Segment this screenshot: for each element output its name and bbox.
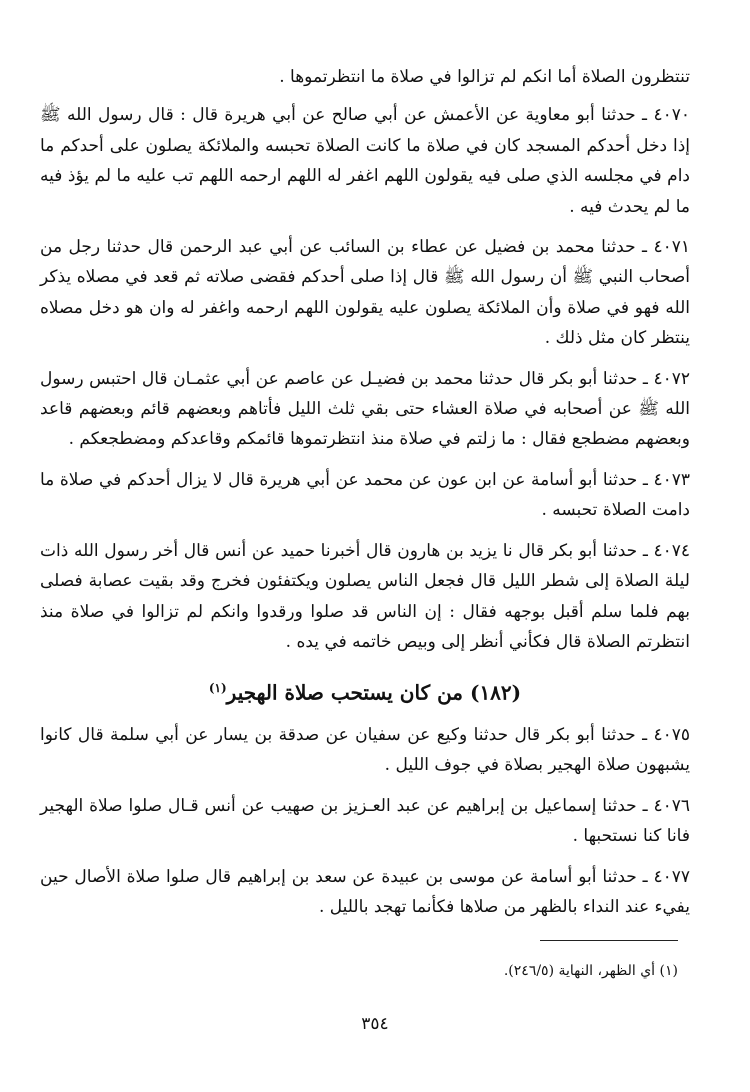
- page-body: [40, 62, 690, 932]
- text-paragraph: تنتظرون الصلاة أما انكم لم تزالوا في صلاة ما انتظرتموها .: [279, 67, 690, 87]
- footnote-marker: (١): [208, 681, 227, 696]
- hadith-4072: ٤٠٧٢ ـ حدثنا أبو بكر قال حدثنا محمد بن فضيـل عن عاصم عن أبي عثمـان قال احتبس رسول الله ﷺ عن أصحابه في صلاة العشاء حتى بقي ثلث الليل فأتاهم وبعضهم قائم وبعضهم قاعد وبعضهم مضطجع فقال : ما زلتم في صلاة منذ انتظرتموها قائمكم وقاعدكم ومضطجعكم .: [40, 368, 690, 450]
- page-number: ٣٥٤: [361, 1014, 389, 1034]
- chapter-title: (١٨٢) من كان يستحب صلاة الهجير: [226, 680, 522, 705]
- hadith-4071: ٤٠٧١ ـ حدثنا محمد بن فضيل عن عطاء بن السائب عن أبي عبد الرحمن قال حدثنا رجل من أصحاب النبي ﷺ أن رسول الله ﷺ قال إذا صلى أحدكم فقضى صلاته ثم قعد في مصلاه يذكر الله فهو في صلاة وأن الملائكة يصلون عليه يقولون اللهم ارحمه واغفر له وان هو دخل مصلاه ينتظر كان مثل ذلك .: [40, 237, 690, 349]
- footnote: (١) أي الظهر، النهاية (٢٤٦/٥).: [503, 963, 678, 979]
- chapter-heading: [40, 671, 690, 710]
- hadith-4070: ٤٠٧٠ ـ حدثنا أبو معاوية عن الأعمش عن أبي صالح عن أبي هريرة قال : قال رسول الله ﷺ إذا دخل أحدكم المسجد كان في صلاة ما كانت الصلاة تحبسه والملائكة يصلون على أحدكم ما دام في مجلسه الذي صلى فيه يقولون اللهم اغفر له اللهم ارحمه اللهم تب عليه ما لم يؤذ فيه ما لم يحدث فيه .: [40, 105, 690, 217]
- hadith-4074: ٤٠٧٤ ـ حدثنا أبو بكر قال نا يزيد بن هارون قال أخبرنا حميد عن أنس قال أخر رسول الله ذات ليلة الصلاة إلى شطر الليل قال فجعل الناس يصلون ويكتفئون فخرج وقد بقيت عصابة فصلى بهم فلما سلم أقبل بوجهه فقال : إن الناس قد صلوا ورقدوا وانكم لم تزالوا في صلاة منذ انتظرتم الصلاة قال فكأني أنظر إلى وبيص خاتمه في يده .: [40, 540, 690, 652]
- footnote-divider: [540, 940, 678, 941]
- hadith-4076: ٤٠٧٦ ـ حدثنا إسماعيل بن إبراهيم عن عبد العـزيز بن صهيب عن أنس قـال صلوا صلاة الهجير فانا كنا نستحبها .: [40, 795, 690, 847]
- hadith-4077: ٤٠٧٧ ـ حدثنا أبو أسامة عن موسى بن عبيدة عن سعد بن إبراهيم قال صلوا صلاة الأصال حين يفيء عند النداء بالظهر من صلاها فكأنما تهجد بالليل .: [40, 866, 690, 917]
- hadith-4073: ٤٠٧٣ ـ حدثنا أبو أسامة عن ابن عون عن محمد عن أبي هريرة قال لا يزال أحدكم في صلاة ما دامت الصلاة تحبسه .: [40, 469, 690, 521]
- hadith-4075: ٤٠٧٥ ـ حدثنا أبو بكر قال حدثنا وكيع عن سفيان عن صدقة بن يسار عن أبي سلمة قال كانوا يشبهون صلاة الهجير بصلاة في جوف الليل .: [40, 724, 690, 776]
